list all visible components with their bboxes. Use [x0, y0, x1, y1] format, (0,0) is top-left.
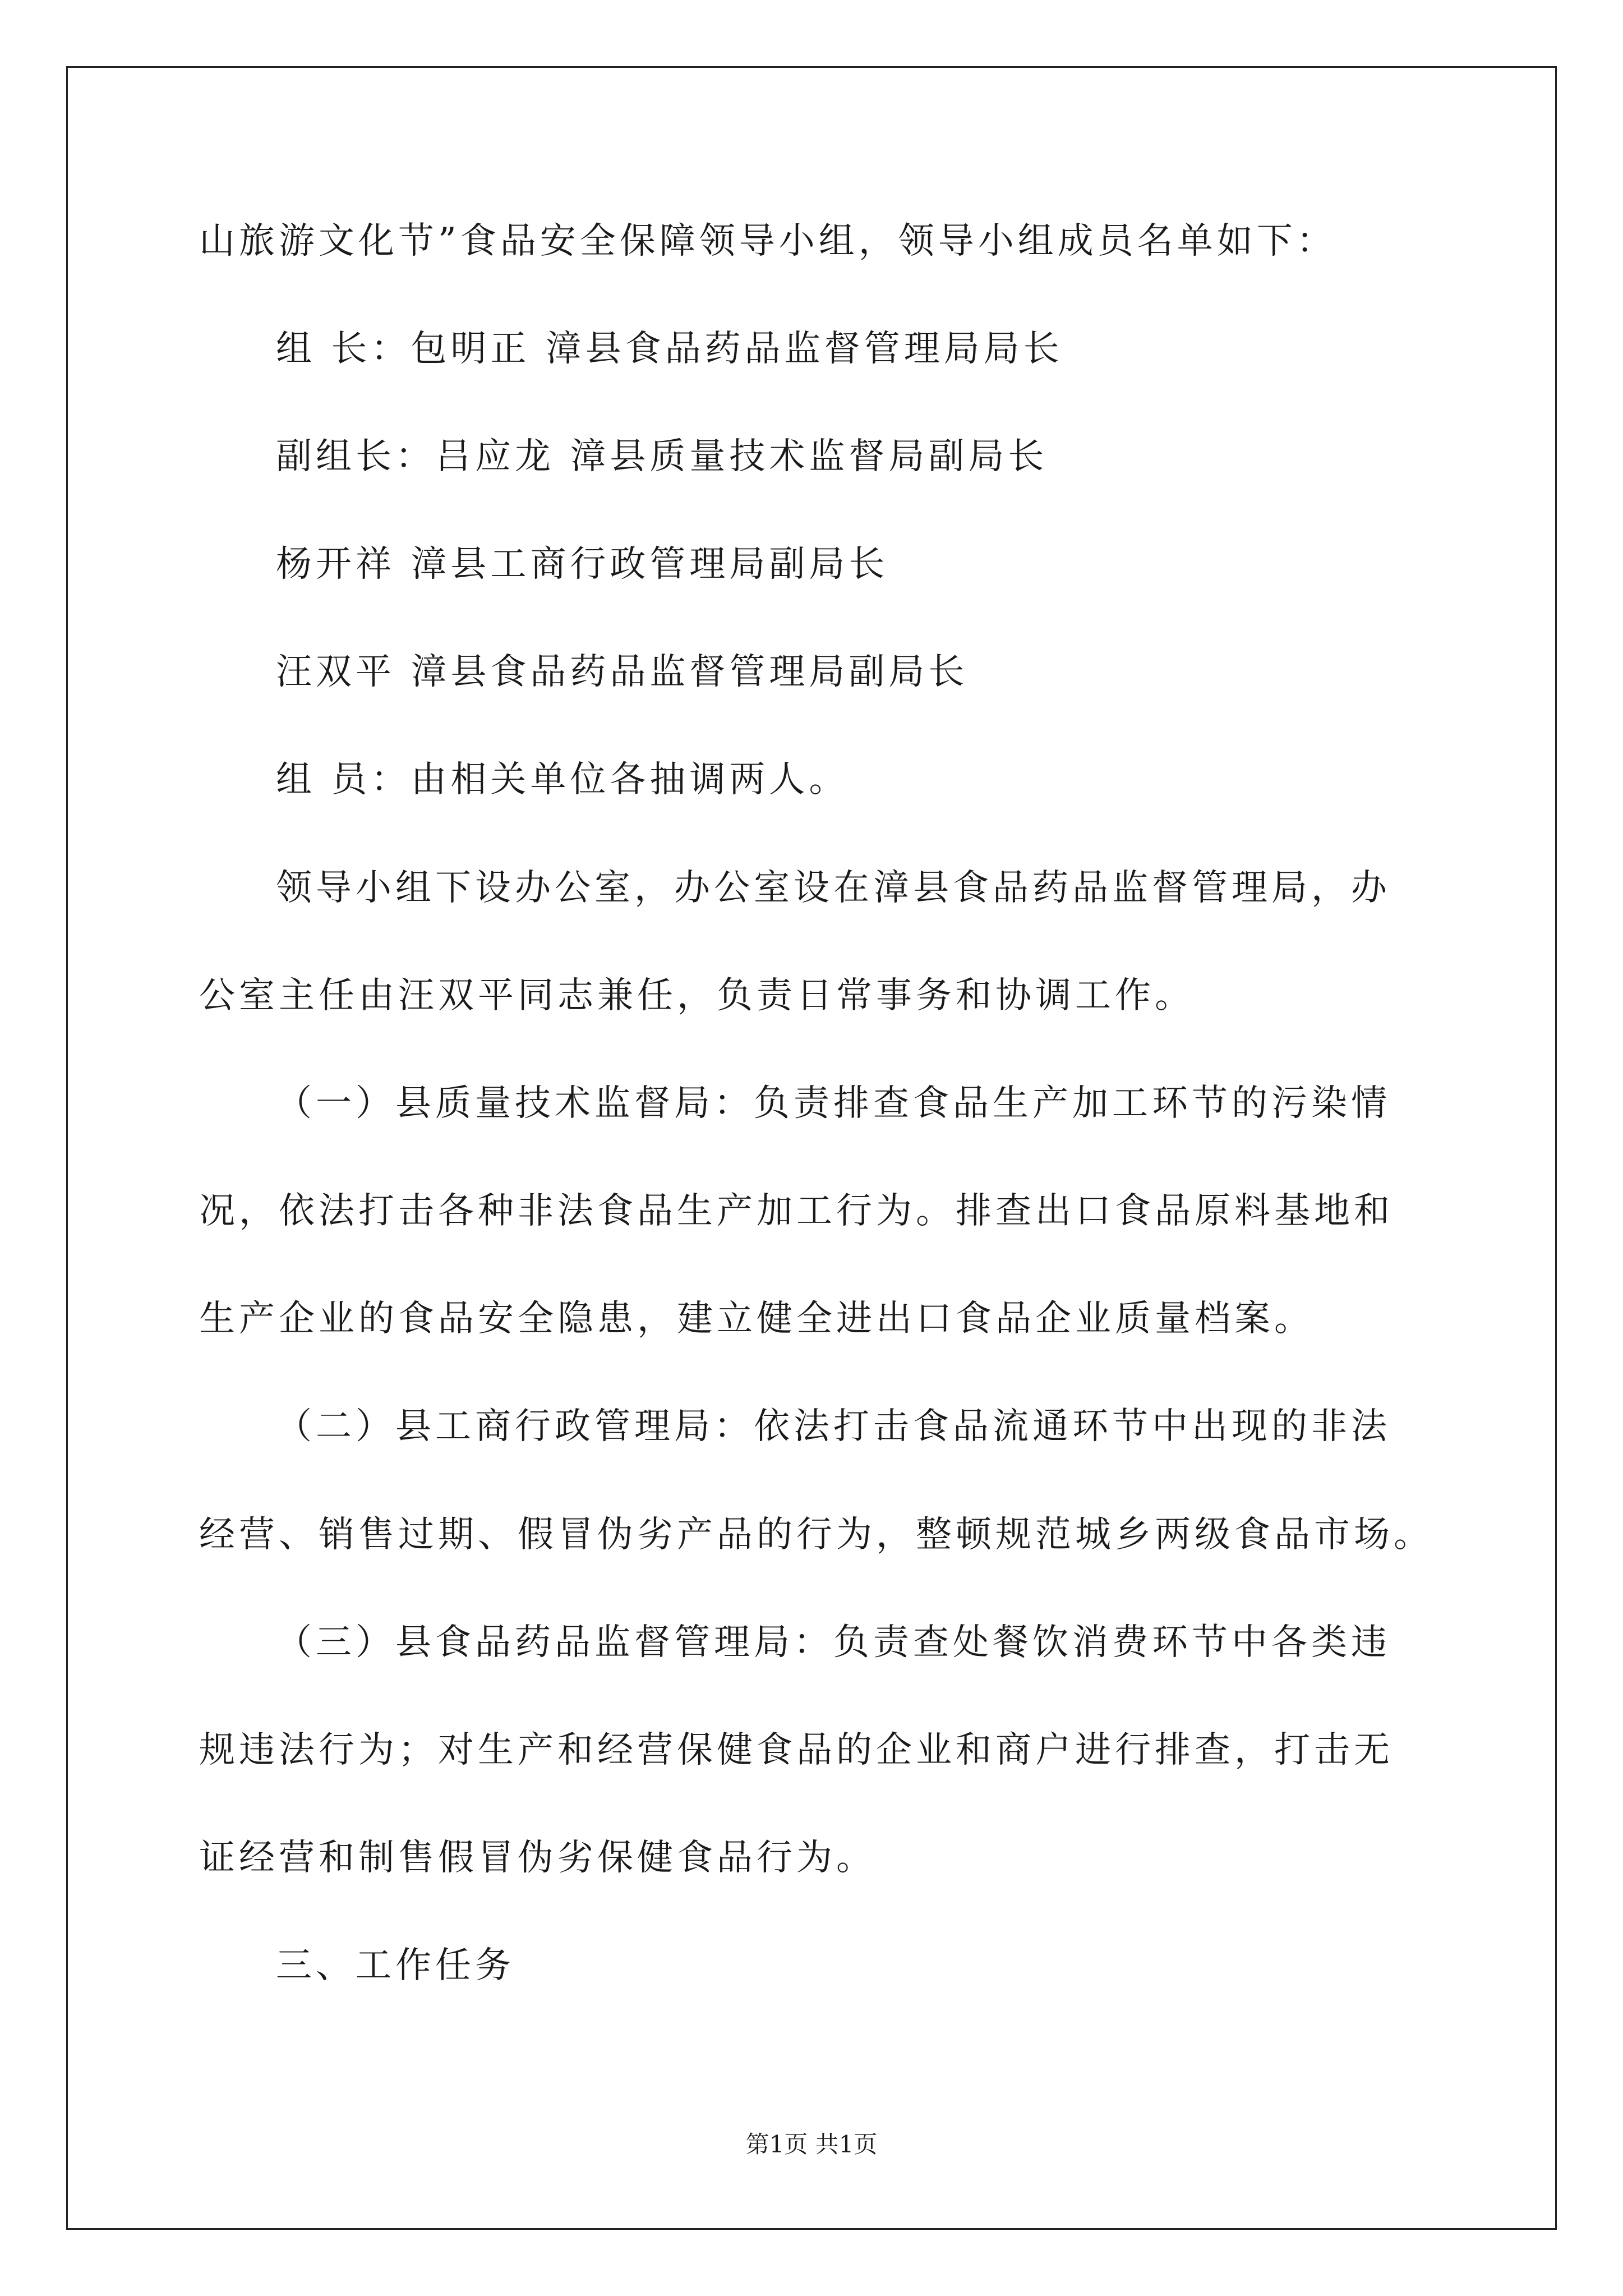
page-border — [66, 66, 1557, 2230]
text-line: 领导小组下设办公室，办公室设在漳县食品药品监督管理局，办 — [276, 867, 1391, 909]
text-line: （二）县工商行政管理局：依法打击食品流通环节中出现的非法 — [276, 1406, 1391, 1447]
text-line: 经营、销售过期、假冒伪劣产品的行为，整顿规范城乡两级食品市场。 — [199, 1514, 1433, 1556]
text-line: 证经营和制售假冒伪劣保健食品行为。 — [199, 1837, 876, 1879]
text-line: 组 员：由相关单位各抽调两人。 — [276, 759, 849, 800]
text-line: 副组长：吕应龙 漳县质量技术监督局副局长 — [276, 436, 1048, 477]
text-line: 生产企业的食品安全隐患，建立健全进出口食品企业质量档案。 — [199, 1298, 1314, 1340]
text-line: 汪双平 漳县食品药品监督管理局副局长 — [276, 651, 969, 693]
text-line: 公室主任由汪双平同志兼任，负责日常事务和协调工作。 — [199, 975, 1195, 1016]
section-heading: 三、工作任务 — [276, 1945, 515, 1986]
text-line: 杨开祥 漳县工商行政管理局副局长 — [276, 544, 889, 585]
text-line: 况，依法打击各种非法食品生产加工行为。排查出口食品原料基地和 — [199, 1190, 1394, 1232]
text-line: 规违法行为；对生产和经营保健食品的企业和商户进行排查，打击无 — [199, 1729, 1394, 1771]
text-line: 山旅游文化节”食品安全保障领导小组，领导小组成员名单如下： — [199, 220, 1336, 262]
text-line: （一）县质量技术监督局：负责排查食品生产加工环节的污染情 — [276, 1083, 1391, 1124]
page-number: 第1页 共1页 — [745, 2131, 878, 2158]
text-line: 组 长：包明正 漳县食品药品监督管理局局长 — [276, 328, 1063, 370]
text-line: （三）县食品药品监督管理局：负责查处餐饮消费环节中各类违 — [276, 1622, 1391, 1663]
